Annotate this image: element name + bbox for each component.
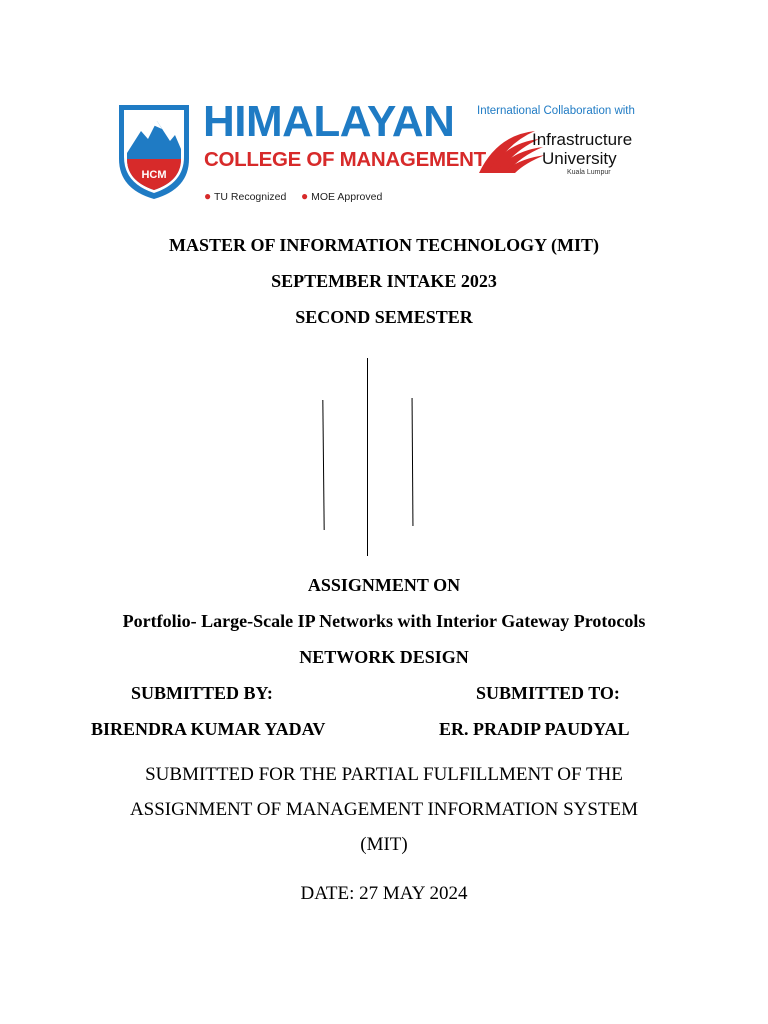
partner-name: Infrastructure University <box>532 130 633 168</box>
bullet-icon: ● <box>300 189 309 203</box>
submitted-to-name: ER. PRADIP PAUDYAL <box>439 719 630 739</box>
submitted-by-label: SUBMITTED BY: <box>131 683 273 703</box>
svg-text:HCM: HCM <box>141 169 167 181</box>
semester-text: SECOND SEMESTER <box>295 307 473 327</box>
subject-name: NETWORK DESIGN <box>299 647 469 667</box>
assignment-heading: ASSIGNMENT ON <box>307 575 461 595</box>
bullet-icon: ● <box>204 189 212 203</box>
divider-line-center <box>367 358 368 556</box>
hcm-shield-icon <box>115 101 193 201</box>
purpose-line-1: SUBMITTED FOR THE PARTIAL FULFILLMENT OF THE <box>145 764 623 785</box>
submitted-by-name: BIRENDRA KUMAR YADAV <box>91 719 326 739</box>
assignment-topic: Portfolio- Large-Scale IP Networks with Interior Gateway Protocols <box>122 611 646 631</box>
badge-tu: TU Recognized <box>213 191 287 203</box>
submission-date: DATE: 27 MAY 2024 <box>300 883 468 904</box>
divider-line-right <box>412 398 414 526</box>
submitted-to-label: SUBMITTED TO: <box>476 683 620 703</box>
badge-moe: MOE Approved <box>311 191 383 203</box>
divider-line-left <box>322 400 324 530</box>
accreditation-badges <box>204 189 382 204</box>
purpose-line-2: ASSIGNMENT OF MANAGEMENT INFORMATION SYSTEM <box>129 799 639 820</box>
college-logo <box>115 97 655 212</box>
program-title: MASTER OF INFORMATION TECHNOLOGY (MIT) <box>168 235 599 255</box>
purpose-line-3: (MIT) <box>360 834 408 855</box>
brand-name: HIMALAYAN <box>203 97 455 146</box>
partner-location: Kuala Lumpur <box>567 169 611 176</box>
brand-subtitle: COLLEGE OF MANAGEMENT <box>204 148 486 171</box>
collaboration-text: International Collaboration with <box>477 105 635 117</box>
intake-text: SEPTEMBER INTAKE 2023 <box>271 271 497 291</box>
